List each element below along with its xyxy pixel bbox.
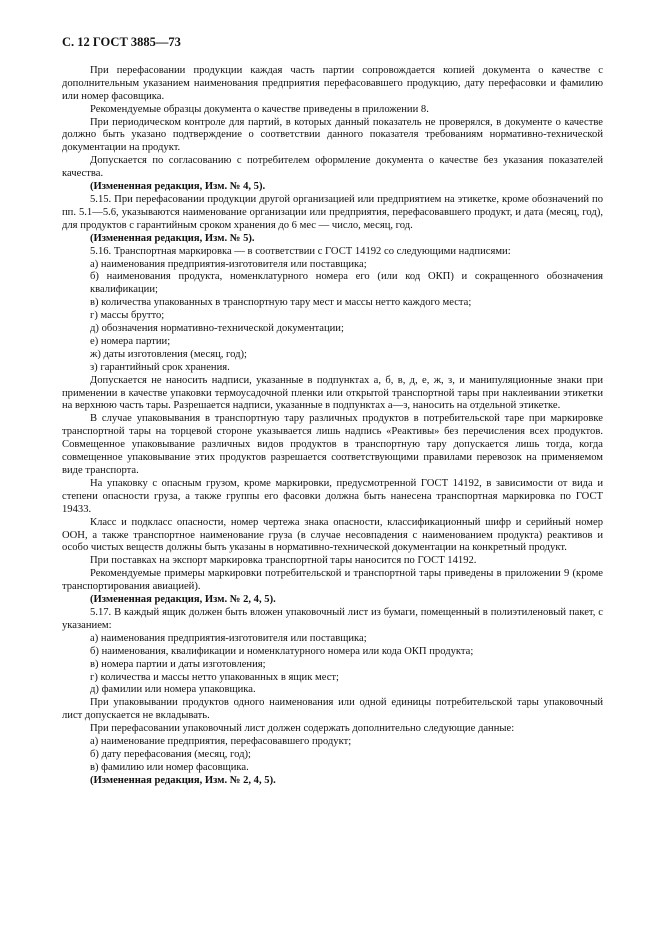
list-item: в) фамилию или номер фасовщика. bbox=[90, 761, 249, 773]
revision-note: (Измененная редакция, Изм. № 5). bbox=[90, 232, 255, 244]
paragraph: Класс и подкласс опасности, номер чертежа знака опасности, классификационный шифр и серийный номер ООН, а также транспортное наименование груза (в случае несовпадения с наименованием продукта) реактивов и особо чистых веществ должны быть указаны в нормативно-технической документации на конкретный продукт. bbox=[62, 516, 603, 554]
paragraph: При упаковывании продуктов одного наименования или одной единицы потребительской тары упаковочный лист допускается не вкладывать. bbox=[62, 697, 603, 722]
list-item: б) наименования, квалификации и номенклатурного номера или кода ОКП продукта; bbox=[90, 645, 474, 657]
revision-note: (Измененная редакция, Изм. № 2, 4, 5). bbox=[90, 774, 276, 786]
paragraph: 5.15. При перефасовании продукции другой организацией или предприятием на этикетке, кроме обозначений по пп. 5.1—5.6, указываются наименование организации или предприятия, перефасовавшего продукт, и дата (месяц, год), для продуктов с гарантийным сроком хранения до 6 мес — число, месяц, год. bbox=[62, 193, 603, 231]
paragraph: При поставках на экспорт маркировка транспортной тары наносится по ГОСТ 14192. bbox=[90, 555, 477, 567]
list-item: д) фамилии или номера упаковщика. bbox=[90, 684, 256, 696]
revision-note: (Измененная редакция, Изм. № 2, 4, 5). bbox=[90, 594, 276, 606]
paragraph: При перефасовании упаковочный лист должен содержать дополнительно следующие данные: bbox=[90, 723, 515, 735]
list-item: б) дату перефасования (месяц, год); bbox=[90, 748, 251, 760]
list-item: а) наименования предприятия-изготовителя или поставщика; bbox=[90, 258, 367, 270]
paragraph: Рекомендуемые примеры маркировки потребительской и транспортной тары приведены в приложении 9 (кроме транспортирования авиацией). bbox=[62, 568, 603, 593]
revision-note: (Измененная редакция, Изм. № 4, 5). bbox=[90, 181, 266, 193]
paragraph: На упаковку с опасным грузом, кроме маркировки, предусмотренной ГОСТ 14192, в зависимости от вида и степени опасности груза, а также группы его фасовки должна быть нанесена транспортная маркировка по ГОСТ 19433. bbox=[62, 477, 603, 515]
list-item: б) наименования продукта, номенклатурного номера его (или код ОКП) и сокращенного обозначения квалификации; bbox=[90, 271, 603, 296]
list-item: д) обозначения нормативно-технической документации; bbox=[90, 323, 344, 335]
paragraph: При перефасовании продукции каждая часть партии сопровождается копией документа о качестве с дополнительным указанием наименования предприятия перефасовавшего продукцию, дату перефасовки и фамилию или номер фасовщика. bbox=[62, 64, 603, 102]
list-item: з) гарантийный срок хранения. bbox=[90, 361, 230, 373]
paragraph: Допускается по согласованию с потребителем оформление документа о качестве без указания показателей качества. bbox=[62, 155, 603, 180]
list-item: в) номера партии и даты изготовления; bbox=[90, 658, 266, 670]
paragraph: Допускается не наносить надписи, указанные в подпунктах а, б, в, д, е, ж, з, и манипуляционные знаки при применении в качестве упаковки термоусадочной пленки или открытой транспортной тары при наклеивании этикетки на верхнюю часть тары. Разрешается надписи, указанные в подпунктах а—з, наносить на отдельной этикетке. bbox=[62, 374, 603, 412]
page-header: С. 12 ГОСТ 3885—73 bbox=[62, 35, 181, 49]
list-item: е) номера партии; bbox=[90, 335, 171, 347]
list-item: ж) даты изготовления (месяц, год); bbox=[90, 348, 247, 360]
list-item: а) наименование предприятия, перефасовавшего продукт; bbox=[90, 736, 352, 748]
paragraph: 5.17. В каждый ящик должен быть вложен упаковочный лист из бумаги, помещенный в полиэтиленовый пакет, с указанием: bbox=[62, 606, 603, 631]
list-item: а) наименования предприятия-изготовителя или поставщика; bbox=[90, 632, 367, 644]
list-item: в) количества упакованных в транспортную тару мест и массы нетто каждого места; bbox=[90, 297, 472, 309]
paragraph: 5.16. Транспортная маркировка — в соответствии с ГОСТ 14192 со следующими надписями: bbox=[90, 245, 511, 257]
paragraph: В случае упаковывания в транспортную тару различных продуктов в потребительской таре при маркировке транспортной тары на торцевой стороне указывается лишь надпись «Реактивы» без перечисления всех продуктов. Совмещенное упаковывание различных видов продуктов в транспортную тару допускается лишь тогда, когда совмещенное упаковывание этих продуктов разрешается соответствующими правилами перевозок на применяемом виде транспорта. bbox=[62, 413, 603, 476]
paragraph: Рекомендуемые образцы документа о качестве приведены в приложении 8. bbox=[90, 103, 429, 115]
list-item: г) количества и массы нетто упакованных в ящик мест; bbox=[90, 671, 339, 683]
paragraph: При периодическом контроле для партий, в которых данный показатель не проверялся, в документе о качестве должно быть указано подтверждение о соответствии данного показателя требованиям нормативно-технической документации на продукт. bbox=[62, 116, 603, 154]
list-item: г) массы брутто; bbox=[90, 310, 165, 322]
